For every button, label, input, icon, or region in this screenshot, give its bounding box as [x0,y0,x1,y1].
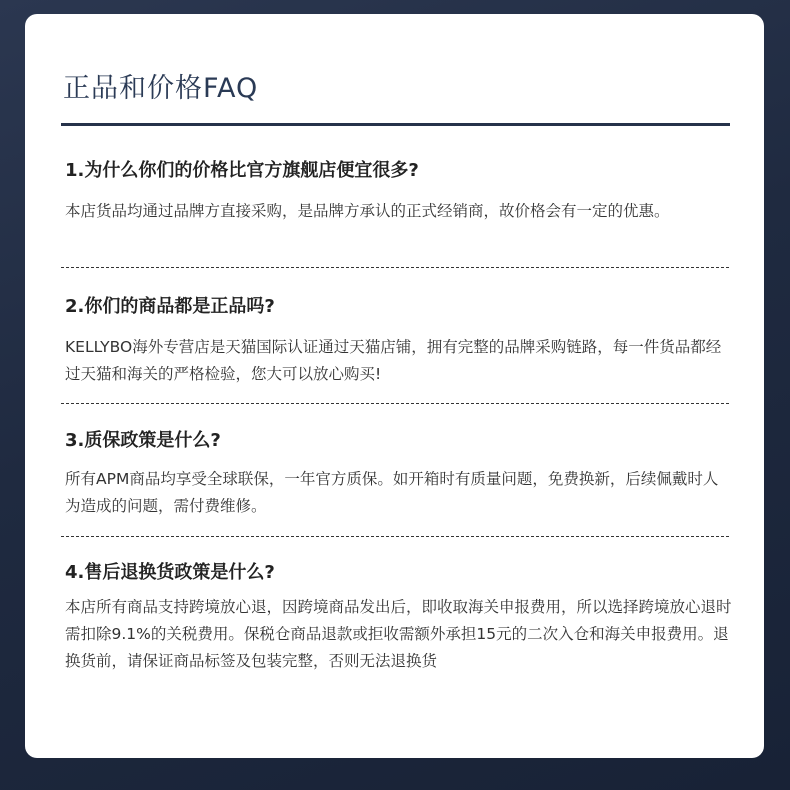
faq-divider-1 [61,267,729,268]
faq-divider-2 [61,403,729,404]
faq-answer-4: 本店所有商品支持跨境放心退，因跨境商品发出后，即收取海关申报费用，所以选择跨境放心退时需扣除9.1%的关税费用。保税仓商品退款或拒收需额外承担15元的二次入仓和海关申报费用。退换货前，请保证商品标签及包装完整，否则无法退换货 [65,598,732,670]
faq-card [25,14,764,758]
faq-answer-3: 所有APM商品均享受全球联保，一年官方质保。如开箱时有质量问题，免费换新，后续佩戴时人为造成的问题，需付费维修。 [65,470,719,515]
faq-question-3: 3.质保政策是什么? [65,430,221,451]
faq-question-4: 4.售后退换货政策是什么? [65,562,275,583]
faq-answer-1: 本店货品均通过品牌方直接采购，是品牌方承认的正式经销商，故价格会有一定的优惠。 [65,202,670,220]
faq-question-1: 1.为什么你们的价格比官方旗舰店便宜很多? [65,160,419,181]
faq-question-2: 2.你们的商品都是正品吗? [65,296,275,317]
faq-divider-3 [61,536,729,537]
faq-answer-2: KELLYBO海外专营店是天猫国际认证通过天猫店铺，拥有完整的品牌采购链路，每一件货品都经过天猫和海关的严格检验，您大可以放心购买! [65,338,722,383]
title-divider [61,123,730,126]
page-title: 正品和价格FAQ [63,73,259,104]
